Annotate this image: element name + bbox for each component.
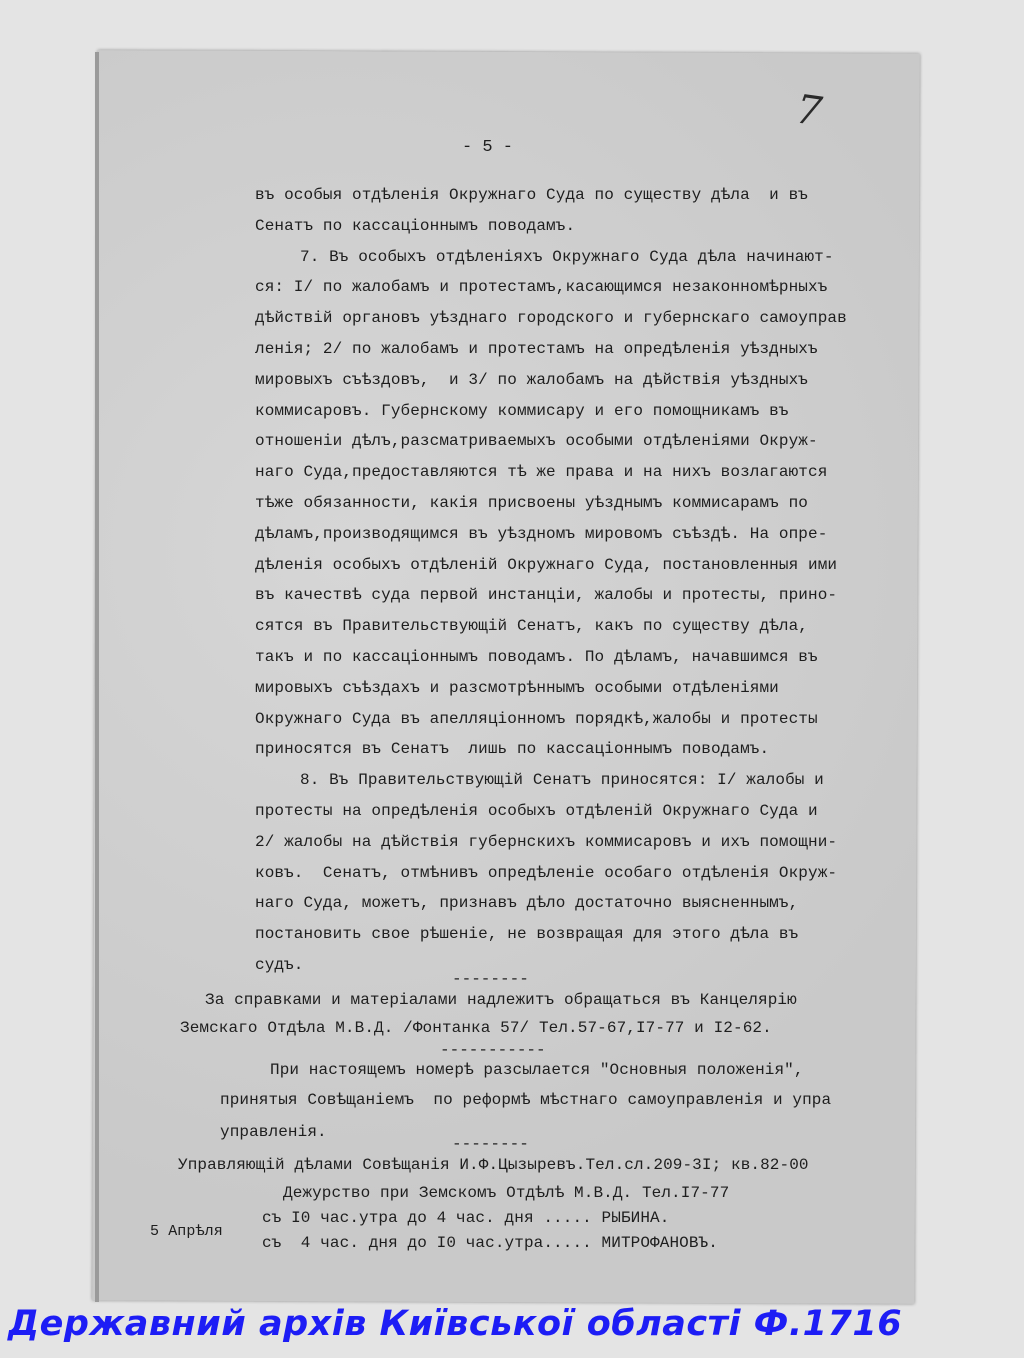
body-line: мировыхъ съѣздовъ, и 3/ по жалобамъ на дѣйствія уѣздныхъ bbox=[255, 370, 808, 389]
body-line: 7. Въ особыхъ отдѣленіяхъ Окружнаго Суда дѣла начинают- bbox=[300, 247, 834, 266]
body-line: 8. Въ Правительствующій Сенатъ приносятся: I/ жалобы и bbox=[300, 771, 824, 790]
body-line: коммисаровъ. Губернскому коммисару и его помощникамъ въ bbox=[255, 401, 789, 420]
notice-line: управленія. bbox=[220, 1123, 327, 1141]
notice-line: За справками и матеріалами надлежитъ обращаться въ Канцелярію bbox=[205, 991, 797, 1009]
document-date: 5 Апрѣля bbox=[150, 1223, 223, 1240]
body-line: Окружнаго Суда въ апелляціонномъ порядкѣ,жалобы и протесты bbox=[255, 709, 818, 728]
body-line: дѣйствій органовъ уѣзднаго городского и губернскаго самоуправ bbox=[255, 309, 847, 328]
body-line: наго Суда, можетъ, признавъ дѣло достаточно выясненнымъ, bbox=[255, 894, 799, 913]
body-line: Сенатъ по кассаціоннымъ поводамъ. bbox=[255, 216, 576, 235]
notice-line: съ 4 час. дня до I0 час.утра..... МИТРОФАНОВЪ. bbox=[262, 1234, 718, 1252]
body-line: ковъ. Сенатъ, отмѣнивъ опредѣленіе особаго отдѣленія Окруж- bbox=[255, 863, 838, 882]
page-edge bbox=[95, 52, 99, 1302]
notice-line: Земскаго Отдѣла М.В.Д. /Фонтанка 57/ Тел.57-67,I7-77 и I2-62. bbox=[180, 1019, 772, 1037]
body-line: въ особыя отдѣленія Окружнаго Суда по существу дѣла и въ bbox=[255, 186, 808, 204]
body-line: въ качествѣ суда первой инстанціи, жалобы и протесты, прино- bbox=[255, 586, 838, 605]
body-line: ся: I/ по жалобамъ и протестамъ,касающимся незаконномѣрныхъ bbox=[255, 278, 828, 297]
body-line: 2/ жалобы на дѣйствія губернскихъ коммисаровъ и ихъ помощни- bbox=[255, 832, 838, 851]
body-line: наго Суда,предоставляются тѣ же права и на нихъ возлагаются bbox=[255, 463, 828, 482]
separator: ----------- bbox=[440, 1041, 546, 1059]
body-line: мировыхъ съѣздахъ и разсмотрѣннымъ особыми отдѣленіями bbox=[255, 678, 779, 697]
body-line: дѣленія особыхъ отдѣленій Окружнаго Суда, постановленныя ими bbox=[255, 555, 838, 574]
handwritten-page-mark: 7 bbox=[792, 86, 825, 136]
body-line: отношеніи дѣлъ,разсматриваемыхъ особыми отдѣленіями Окруж- bbox=[255, 432, 818, 451]
notice-line: принятыя Совѣщаніемъ по реформѣ мѣстнаго самоуправленія и упра bbox=[220, 1091, 832, 1109]
body-line: тѣже обязанности, какія присвоены уѣзднымъ коммисарамъ по bbox=[255, 494, 808, 512]
notice-line: Управляющій дѣлами Совѣщанія И.Ф.Цызыревъ.Тел.сл.209-3I; кв.82-00 bbox=[178, 1156, 809, 1174]
body-line: дѣламъ,производящимся въ уѣздномъ мировомъ съѣздѣ. На опре- bbox=[255, 524, 828, 543]
notice-line: съ I0 час.утра до 4 час. дня ..... РЫБИНА. bbox=[262, 1209, 670, 1227]
notice-line: При настоящемъ номерѣ разсылается "Основныя положенія", bbox=[270, 1061, 804, 1079]
body-line: судъ. bbox=[255, 956, 304, 974]
body-line: постановить свое рѣшеніе, не возвращая для этого дѣла въ bbox=[255, 925, 799, 944]
separator: -------- bbox=[452, 1135, 529, 1153]
page-number: - 5 - bbox=[462, 138, 514, 157]
body-line: приносятся въ Сенатъ лишь по кассаціоннымъ поводамъ. bbox=[255, 740, 770, 759]
separator: -------- bbox=[452, 970, 529, 988]
notice-line: Дежурство при Земскомъ Отдѣлѣ М.В.Д. Тел.I7-77 bbox=[283, 1184, 730, 1202]
body-line: ленія; 2/ по жалобамъ и протестамъ на опредѣленія уѣздныхъ bbox=[255, 340, 818, 358]
body-line: такъ и по кассаціоннымъ поводамъ. По дѣламъ, начавшимся въ bbox=[255, 648, 818, 666]
body-line: сятся въ Правительствующій Сенатъ, какъ по существу дѣла, bbox=[255, 617, 808, 636]
body-line: протесты на опредѣленія особыхъ отдѣленій Окружнаго Суда и bbox=[255, 802, 818, 820]
archive-watermark: Державний архів Київської області Ф.1716 bbox=[8, 1304, 903, 1344]
